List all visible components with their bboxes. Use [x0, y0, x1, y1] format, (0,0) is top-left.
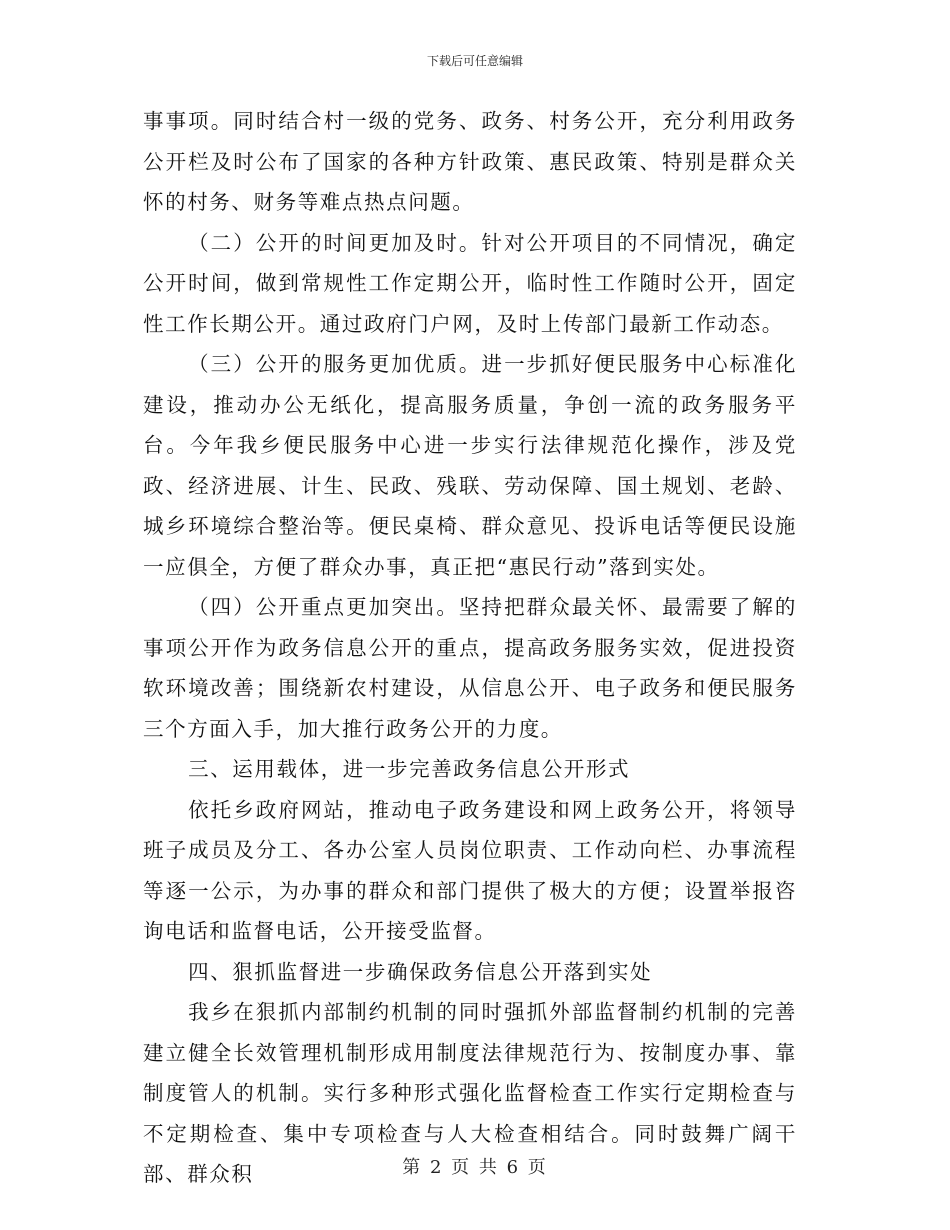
paragraph-6: 我乡在狠抓内部制约机制的同时强抓外部监督制约机制的完善建立健全长效管理机制形成用制度法律规范行为、按制度办事、靠制度管人的机制。实行多种形式强化监督检查工作实行定期检查与不定期检查、集中专项检查与人大检查相结合。同时鼓舞广阔干部、群众积 — [143, 1000, 797, 1186]
paragraph-1: 事事项。同时结合村一级的党务、政务、村务公开，充分利用政务公开栏及时公布了国家的各种方针政策、惠民政策、特别是群众关怀的村务、财务等难点热点问题。 — [143, 109, 797, 214]
paragraph-5: 依托乡政府网站，推动电子政务建设和网上政务公开，将领导班子成员及分工、各办公室人员岗位职责、工作动向栏、办事流程等逐一公示，为办事的群众和部门提供了极大的方便；设置举报咨询电话和监督电话，公开接受监督。 — [143, 797, 797, 943]
section-heading-3: 三、运用载体，进一步完善政务信息公开形式 — [188, 757, 631, 781]
paragraph-2: （二）公开的时间更加及时。针对公开项目的不同情况，确定公开时间，做到常规性工作定期公开，临时性工作随时公开，固定性工作长期公开。通过政府门户网，及时上传部门最新工作动态。 — [143, 230, 797, 336]
document-body — [143, 101, 797, 1195]
page-number: 第 2 页 共 6 页 — [402, 1157, 548, 1178]
section-heading-4: 四、狠抓监督进一步确保政务信息公开落到实处 — [188, 959, 653, 984]
paragraph-4: （四）公开重点更加突出。坚持把群众最关怀、最需要了解的事项公开作为政务信息公开的重点，提高政务服务实效，促进投资软环境改善；围绕新农村建设，从信息公开、电子政务和便民服务三个方面入手，加大推行政务公开的力度。 — [143, 595, 797, 741]
paragraph-3: （三）公开的服务更加优质。进一步抓好便民服务中心标准化建设，推动办公无纸化，提高服务质量，争创一流的政务服务平台。今年我乡便民服务中心进一步实行法律规范化操作，涉及党政、经济进展、计生、民政、残联、劳动保障、国土规划、老龄、城乡环境综合整治等。便民桌椅、群众意见、投诉电话等便民设施一应俱全，方便了群众办事，真正把“惠民行动”落到实处。 — [143, 352, 797, 579]
page-header-note: 下载后可任意编辑 — [426, 54, 523, 68]
